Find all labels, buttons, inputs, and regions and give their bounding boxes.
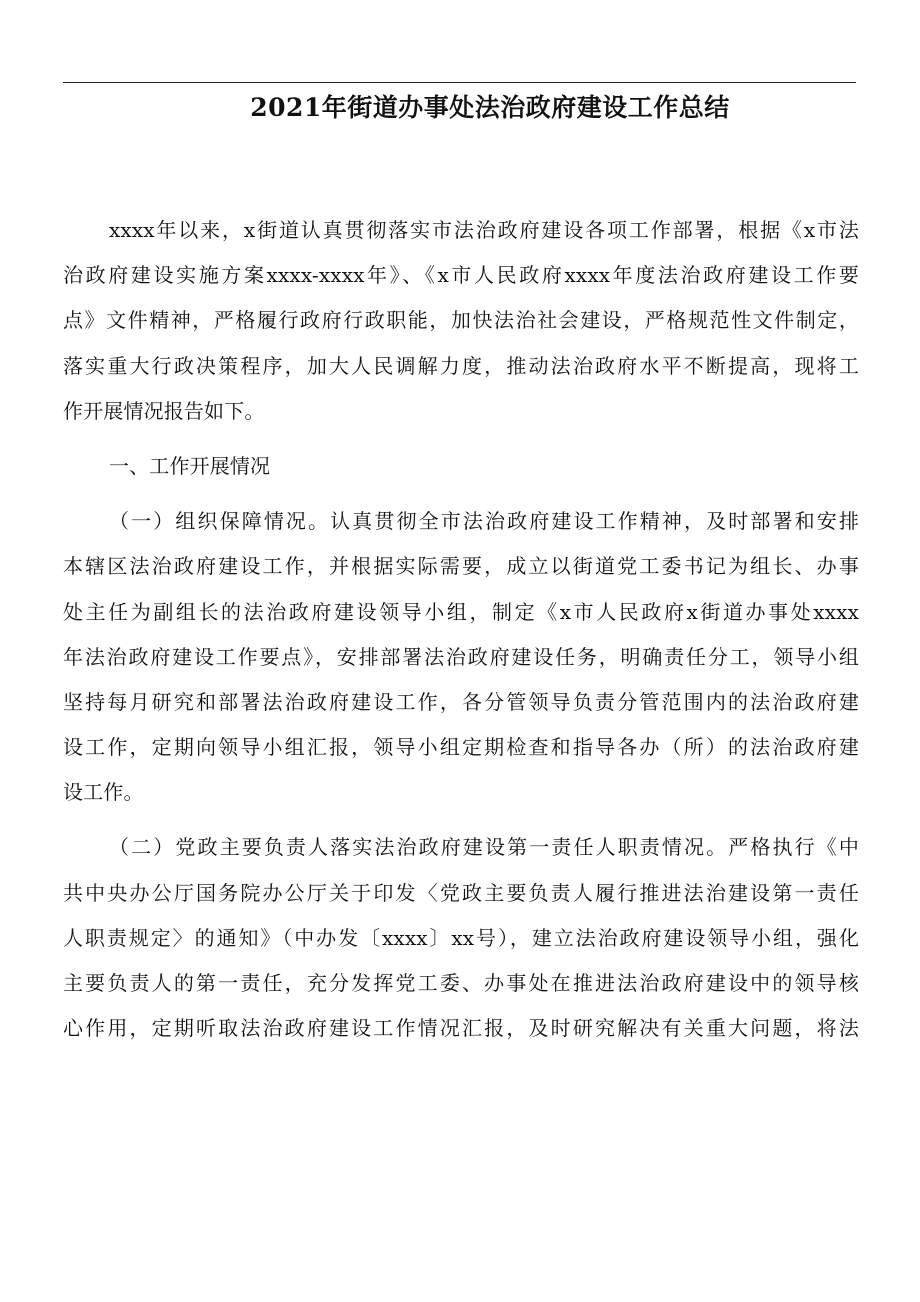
text-line: 年法治政府建设工作要点》，安排部署法治政府建设任务，明确责任分工，领导小组 (63, 644, 859, 669)
text-line: （二）党政主要负责人落实法治政府建设第一责任人职责情况。严格执行《中 (109, 835, 859, 860)
paragraph-organization (63, 499, 859, 815)
paragraph-intro (63, 208, 859, 434)
text-line: 作开展情况报告如下。 (63, 398, 265, 423)
text-line: 点》文件精神，严格履行政府行政职能，加快法治社会建设，严格规范性文件制定， (63, 308, 859, 333)
text-line: 落实重大行政决策程序，加大人民调解力度，推动法治政府水平不断提高，现将工 (63, 353, 859, 378)
text-line: 坚持每月研究和部署法治政府建设工作，各分管领导负责分管范围内的法治政府建 (63, 689, 859, 714)
text-line: 主要负责人的第一责任，充分发挥党工委、办事处在推进法治政府建设中的领导核 (63, 971, 859, 995)
document-title: 2021年街道办事处法治政府建设工作总结 (250, 93, 730, 122)
text-line: xxxx年以来，x街道认真贯彻落实市法治政府建设各项工作部署，根据《x市法 (109, 218, 859, 242)
text-line: 治政府建设实施方案xxxx-xxxx年》、《x市人民政府xxxx年度法治政府建设工作要 (63, 263, 859, 288)
text-line: 共中央办公厅国务院办公厅关于印发〈党政主要负责人履行推进法治建设第一责任 (63, 880, 859, 905)
paragraph-responsibility (63, 825, 859, 1051)
text-line: 设工作，定期向领导小组汇报，领导小组定期检查和指导各办（所）的法治政府建 (63, 735, 859, 760)
text-line: 心作用，定期听取法治政府建设工作情况汇报，及时研究解决有关重大问题，将法 (63, 1016, 859, 1041)
text-line: 人职责规定〉的通知》（中办发〔xxxx〕xx号），建立法治政府建设领导小组，强化 (63, 925, 859, 950)
text-line: 本辖区法治政府建设工作，并根据实际需要，成立以街道党工委书记为组长、办事 (63, 554, 859, 579)
paragraph-spacer (63, 489, 859, 499)
paragraph-spacer (63, 434, 859, 444)
paragraph-spacer (63, 815, 859, 825)
header-rule (63, 82, 856, 83)
document-body (63, 208, 859, 1051)
text-line: （一）组织保障情况。认真贯彻全市法治政府建设工作精神，及时部署和安排 (109, 509, 859, 534)
section-heading (63, 444, 859, 489)
text-line: 一、工作开展情况 (109, 453, 271, 478)
text-line: 设工作。 (63, 780, 144, 805)
text-line: 处主任为副组长的法治政府建设领导小组，制定《x市人民政府x街道办事处xxxx (63, 599, 859, 624)
